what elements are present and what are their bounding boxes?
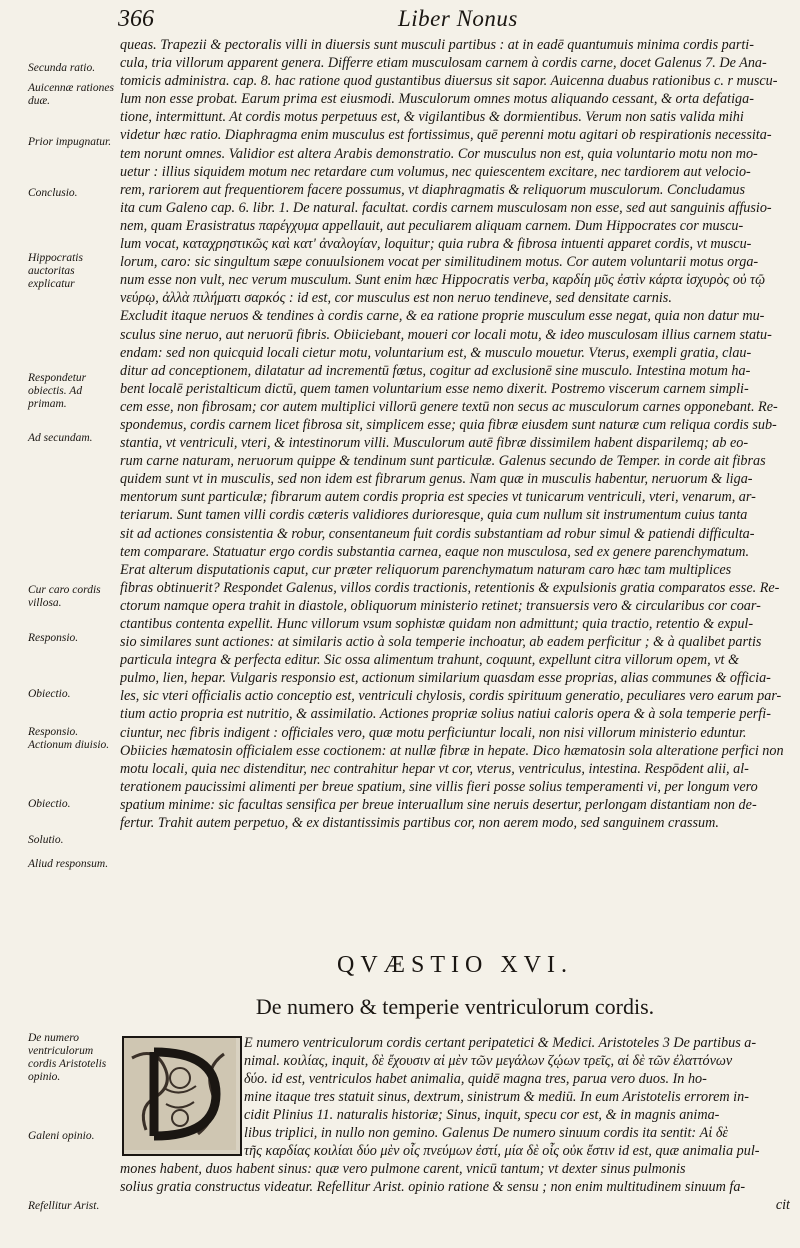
text-line: videtur hæc ratio. Diaphragma enim musculus est fortissimus, quē perenni motu agitari ob respirationis necessita- xyxy=(120,127,772,144)
marginal-note: Auicennæ rationes duæ. xyxy=(28,82,114,107)
text-line: ctorum namque opera trahit in diastole, obliquorum ministerio retinet; transuersis vero & circularibus cor coar- xyxy=(120,597,761,614)
ornament-icon xyxy=(124,1038,236,1150)
text-line: tium actio propria est nutritio, & assimilatio. Actiones propriæ solius natiui caloris opera & à sola temperie perfi- xyxy=(120,706,771,723)
marginal-note: Prior impugnatur. xyxy=(28,136,112,148)
text-line: fibras obtinuerit? Respondet Galenus, villos cordis tractionis, retentionis & expulsionis gratia comparatos esse. Re- xyxy=(120,579,780,596)
text-line: rum carne naturam, neruorum quippe & tendinum sunt particulæ. Galenus secundo de Temper. in corde ait fibras xyxy=(120,453,766,470)
text-line: Excludit itaque neruos & tendines à cordis carne, & ea ratione proprie musculum esse negat, quia non datur mu- xyxy=(120,308,765,325)
text-line: tem comparare. Statuatur ergo cordis substantia carnea, eaque non musculosa, sed ex genere parenchymatum. xyxy=(120,543,749,560)
text-line: tomicis administra. cap. 8. hac ratione quod gustantibus diuersus sit sapor. Auicenna duabus rationibus c. r muscu- xyxy=(120,73,778,90)
text-line: sit ad actiones consistentia & robur, consentaneum fuit cordis substantiam ad robur simul & patiendi difficulta- xyxy=(120,525,755,542)
text-line: lum non esse probat. Earum prima est eiusmodi. Musculorum omnes motus aliquando cessant, & orta defatiga- xyxy=(120,91,754,108)
text-line: uetur : illius siquidem motum nec retardare cum volumus, nec quiescentem excitare, nec tardiorem aut velocio- xyxy=(120,163,751,180)
text-line: nimal. κοιλίας, inquit, δὲ ἔχουσιν αἱ μὲν τῶν μεγάλων ζῴων τρεῖς, αἱ δὲ τῶν ἐλαττόνων xyxy=(244,1053,733,1069)
text-line: sculus sine neruo, aut neruorū fibris. Obiiciebant, moueri cor locali motu, & ideo musculosam illius carnem statu- xyxy=(120,326,772,343)
text-line: solius gratia constructus videatur. Refellitur Arist. opinio ratione & sensu ; non enim multitudinem sinuum fa- xyxy=(120,1179,746,1195)
text-line: tione, intermittunt. At cordis motus perpetuus est, & vigilantibus & dormientibus. Verum non satis valida mihi xyxy=(120,109,744,126)
text-line: endam: sed non quicquid locali cietur motu, voluntarium est, & musculo mouetur. Vterus, exempli gratia, clau- xyxy=(120,344,752,361)
text-line: rem, rariorem aut frequentiorem facere possumus, vt diaphragmatis & reliquorum musculorum. Concludamus xyxy=(120,181,746,198)
text-line: motu locali, quia nec distenditur, nec contrahitur hepar vt cor, vterus, ventriculus, intestina. Respōdent alii, al- xyxy=(120,760,749,777)
text-line: stantia, vt ventriculi, vteri, & intestinorum villi. Musculorum autē fibræ dissimilem habent disparilemq; ab eo- xyxy=(120,435,749,452)
marginal-note: Refellitur Arist. xyxy=(28,1200,100,1212)
marginal-note: De numero ventriculorum cordis Aristotelis opinio. xyxy=(28,1032,107,1083)
text-line: ita cum Galeno cap. 6. libr. 1. De natural. facultat. cordis carnem musculosam non esse, sed aut sanguinis affusio- xyxy=(120,199,772,216)
section-heading: QVÆSTIO XVI. xyxy=(337,952,573,978)
marginal-note: Solutio. xyxy=(28,834,64,846)
text-line: particula integra & perfecta editur. Sic ossa alimentum trahunt, coquunt, expellunt citra villorum opem, vt & xyxy=(120,652,740,669)
text-line: quidem sunt vt in musculis, sed non idem est fibrarum genus. Nam quæ in musculis habentur, neruorum & liga- xyxy=(120,471,753,488)
text-line: Obiicies hæmatosin officialem esse coctionem: at nullæ fibræ in hepate. Dico hæmatosin sola alteratione perfici non xyxy=(120,742,784,759)
text-line: teriarum. Sunt tamen villi cordis cæteris validiores durioresque, quia cum nullum sit instrumentum cuius tanta xyxy=(120,507,748,524)
marginal-note: Secunda ratio. xyxy=(28,62,96,74)
marginal-note: Aliud responsum. xyxy=(28,858,109,870)
marginal-note: Obiectio. xyxy=(28,798,71,810)
text-line: Erat alterum disputationis caput, cur præter reliquorum parenchymatum naturam caro hæc tam multiplices xyxy=(120,561,732,578)
main-text-block xyxy=(120,36,790,832)
running-head: Liber Nonus xyxy=(398,6,518,31)
text-line: νεύρῳ, ἀλλὰ πιλήματι σαρκός : id est, cor musculus est non neruo tendineve, sed densitate carnis. xyxy=(120,290,672,307)
text-line: spatium minime: sic facultas sensifica per breue interuallum sine neruis desertur, perlongam distantiam non de- xyxy=(120,796,757,813)
page-header xyxy=(0,4,800,40)
text-line: lum vocat, καταχρηστικῶς καὶ κατ' ἀναλογίαν, loquitur; quia rubra & fibrosa intuenti apparet cordis, vt muscu- xyxy=(120,236,752,253)
text-line: ctantibus contenta expellit. Hunc villorum vsum sophistæ quidam non admittunt; quia tractio, retentio & expul- xyxy=(120,616,754,632)
marginal-note: Responsio. xyxy=(28,632,79,644)
text-line: num esse non vult, nec verum musculum. Sunt enim hæc Hippocratis verba, καρδίη μῦς ἐστὶν κάρτα ἰσχυρὸς οὐ τῷ xyxy=(120,272,766,289)
text-line: libus triplici, in nullo non gemino. Galenus De numero sinuum cordis ita sentit: Αἱ δὲ xyxy=(244,1125,729,1141)
text-line: τῆς καρδίας κοιλίαι δύο μὲν οἷς πνεύμων ἐστί, μία δὲ οἷς οὐκ ἔστιν id est, quæ animalia pul- xyxy=(244,1143,760,1159)
text-line: terationem paucissimi alimenti per breue spatium, sine villis fieri posse solius temperamenti vi, per longum vero xyxy=(120,778,758,795)
marginal-note: Conclusio. xyxy=(28,187,78,199)
text-line: E numero ventriculorum cordis certant peripatetici & Medici. Aristoteles 3 De partibus a- xyxy=(244,1035,757,1051)
decorated-initial-d xyxy=(122,1036,242,1156)
marginal-note: Galeni opinio. xyxy=(28,1130,95,1142)
marginal-notes xyxy=(28,0,114,1248)
text-line: bent localē peristalticum dictū, quem tamen voluntarium esse nemo dixerit. Postremo viscerum carnem simpli- xyxy=(120,380,749,397)
text-line: tem norunt omnes. Validior est altera Arabis demonstratio. Cor musculus non est, quia voluntario motu non mo- xyxy=(120,145,758,162)
text-line: fertur. Trahit autem perpetuo, & ex distantissimis partibus cor, non aerem modo, sed sanguinem crassum. xyxy=(120,815,719,832)
text-line: les, sic vteri officialis actio conceptio est, ventriculi chylosis, cordis spirituum generatio, peculiares vero earum par- xyxy=(120,688,782,705)
text-line: sio similares sunt actiones: at similaris actio à sola temperie inchoatur, ab eadem perficitur ; & à qualibet partis xyxy=(120,634,762,651)
marginal-note: Ad secundam. xyxy=(28,432,93,444)
page-number: 366 xyxy=(118,6,154,32)
marginal-note: Responsio. Actionum diuisio. xyxy=(28,726,110,751)
section-text-block xyxy=(244,1034,790,1160)
text-line: pulmo, lien, hepar. Vulgaris responsio est, actionum similarium quasdam esse proprias, alias communes & officia- xyxy=(120,670,771,687)
marginal-note: Respondetur obiectis. Ad primam. xyxy=(28,372,87,410)
text-line: mentorum sunt particulæ; fibrarum autem cordis propria est species vt tunicarum ventriculi, vteri, venarum, ar- xyxy=(120,489,756,506)
marginal-note: Obiectio. xyxy=(28,688,71,700)
text-line: mones habent, duos habent sinus: quæ vero pulmone carent, vnicū tantum; vt dexter sinus pulmonis xyxy=(120,1161,686,1177)
marginal-note: Hippocratis auctoritas explicatur xyxy=(28,252,83,290)
text-line: nem, quam Erasistratus παρέγχυμα appellauit, aut peculiarem aliquam carnem. Dum Hippocrates cor muscu- xyxy=(120,217,744,234)
catchword: cit xyxy=(775,1197,790,1213)
text-line: spondemus, cordis carnem licet fibrosa sit, simplicem esse; quia fibræ eiusdem sunt naturæ cum reliqua cordis sub- xyxy=(120,416,777,433)
text-line: cidit Plinius 11. naturalis historiæ; Sinus, inquit, specu cor est, & in magnis anima- xyxy=(244,1107,720,1123)
text-line: cula, tria villorum apparent genera. Differre etiam musculosam carnem à cordis carne, docet Galenus 7. De Ana- xyxy=(120,55,767,72)
text-line: lorum, caro: sic singultum sæpe conuulsionem vocat per similitudinem motus. Cor autem voluntarii motus orga- xyxy=(120,254,759,271)
text-line: mine itaque tres statuit sinus, dextrum, sinistrum & mediū. In eum Aristotelis errorem in- xyxy=(244,1089,749,1105)
text-line: δύο. id est, ventriculos habet animalia, quidē magna tres, parua vero duos. In ho- xyxy=(244,1071,707,1087)
section-text-block-continued xyxy=(120,1160,790,1214)
section-title: De numero & temperie ventriculorum cordis. xyxy=(255,994,655,1019)
text-line: ciuntur, nec fibris indigent : officiales vero, quæ motu perficiuntur locali, non nisi villorum ministerio eduntur. xyxy=(120,724,747,741)
marginal-note: Cur caro cordis villosa. xyxy=(28,584,101,609)
text-line: ditur ad conceptionem, dilatatur ad incrementū fœtus, cogitur ad exclusionē sine musculo. Intestina motum ha- xyxy=(120,362,751,379)
text-line: cem esse, non fibrosam; cor autem multiplici villorū genere textū non secus ac musculorum carnes opponebant. Re- xyxy=(120,398,778,415)
text-line: queas. Trapezii & pectoralis villi in diuersis sunt musculi partibus : at in eadē quantumuis minima cordis parti- xyxy=(120,37,754,53)
